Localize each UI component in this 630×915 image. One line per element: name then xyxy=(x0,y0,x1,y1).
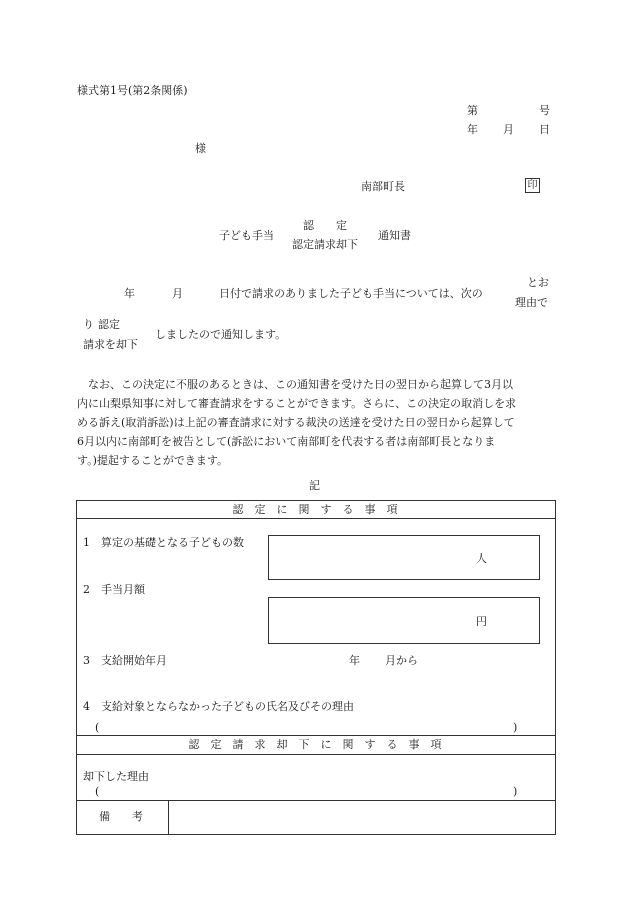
title-suffix: 通知書 xyxy=(378,229,411,242)
intro-month: 月 xyxy=(172,287,183,300)
intro-kyakka: 請求を却下 xyxy=(83,338,138,351)
item4-close-paren: ) xyxy=(513,721,518,734)
document-number-go: 号 xyxy=(539,104,550,117)
notice-line-5: す。)提起することができます。 xyxy=(77,454,229,467)
child-count-field[interactable] xyxy=(268,535,540,580)
date-month: 月 xyxy=(503,123,514,136)
intro-riyuu-de: 理由で xyxy=(515,296,548,309)
divider xyxy=(76,518,556,519)
intro-closing: しましたので通知します。 xyxy=(155,328,287,341)
divider xyxy=(76,800,556,801)
item2-unit: 円 xyxy=(476,615,487,628)
remarks-field[interactable] xyxy=(170,802,554,833)
divider xyxy=(168,800,169,835)
document-number-dai: 第 xyxy=(467,104,478,117)
intro-year: 年 xyxy=(124,287,135,300)
rejection-close-paren: ) xyxy=(513,785,518,798)
title-prefix: 子ども手当 xyxy=(219,229,274,242)
date-day: 日 xyxy=(539,123,550,136)
section2-header: 認 定 請 求 却 下 に 関 す る 事 項 xyxy=(188,738,442,751)
divider xyxy=(76,754,556,755)
divider xyxy=(76,735,556,736)
form-number: 様式第1号(第2条関係) xyxy=(77,84,188,97)
item3-year: 年 xyxy=(349,654,360,667)
item4-label: 4 支給対象とならなかった子どもの氏名及びその理由 xyxy=(83,700,354,713)
date-year: 年 xyxy=(467,123,478,136)
intro-to-ori: とお xyxy=(527,276,549,289)
notice-line-1: なお、この決定に不服のあるときは、この通知書を受けた日の翌日から起算して3月以 xyxy=(77,378,513,391)
item2-label: 2 手当月額 xyxy=(83,583,145,596)
issuer-name: 南部町長 xyxy=(361,180,405,193)
section1-header: 認 定 に 関 す る 事 項 xyxy=(232,503,398,516)
item1-unit: 人 xyxy=(476,552,487,565)
intro-ri: り xyxy=(83,318,94,331)
monthly-amount-field[interactable] xyxy=(268,597,540,644)
item3-month: 月から xyxy=(385,654,418,667)
title-option-rejection: 認定請求却下 xyxy=(292,238,358,251)
notice-line-3: める訴え(取消訴訟)は上記の審査請求に対する裁決の送達を受けた日の翌日から起算して xyxy=(77,416,515,429)
intro-nintei: 認定 xyxy=(98,318,120,331)
rejection-reason-label: 却下した理由 xyxy=(83,770,149,783)
notice-line-2: 内に山梨県知事に対して審査請求をすることができます。さらに、この決定の取消しを求 xyxy=(77,397,517,410)
notice-line-4: 6月以内に南部町を被告として(訴訟において南部町を代表する者は南部町長となりま xyxy=(77,435,496,448)
item4-open-paren: ( xyxy=(95,721,100,734)
ki-heading: 記 xyxy=(309,479,320,492)
rejection-open-paren: ( xyxy=(95,785,100,798)
item3-label: 3 支給開始年月 xyxy=(83,654,167,667)
seal-mark: 印 xyxy=(525,178,540,193)
title-option-approval: 認 定 xyxy=(303,219,347,232)
item1-label: 1 算定の基礎となる子どもの数 xyxy=(83,536,244,549)
intro-text: 日付で請求のありました子ども手当については、次の xyxy=(219,287,483,300)
addressee-sama: 様 xyxy=(195,142,206,155)
remarks-label: 備 考 xyxy=(99,810,143,823)
